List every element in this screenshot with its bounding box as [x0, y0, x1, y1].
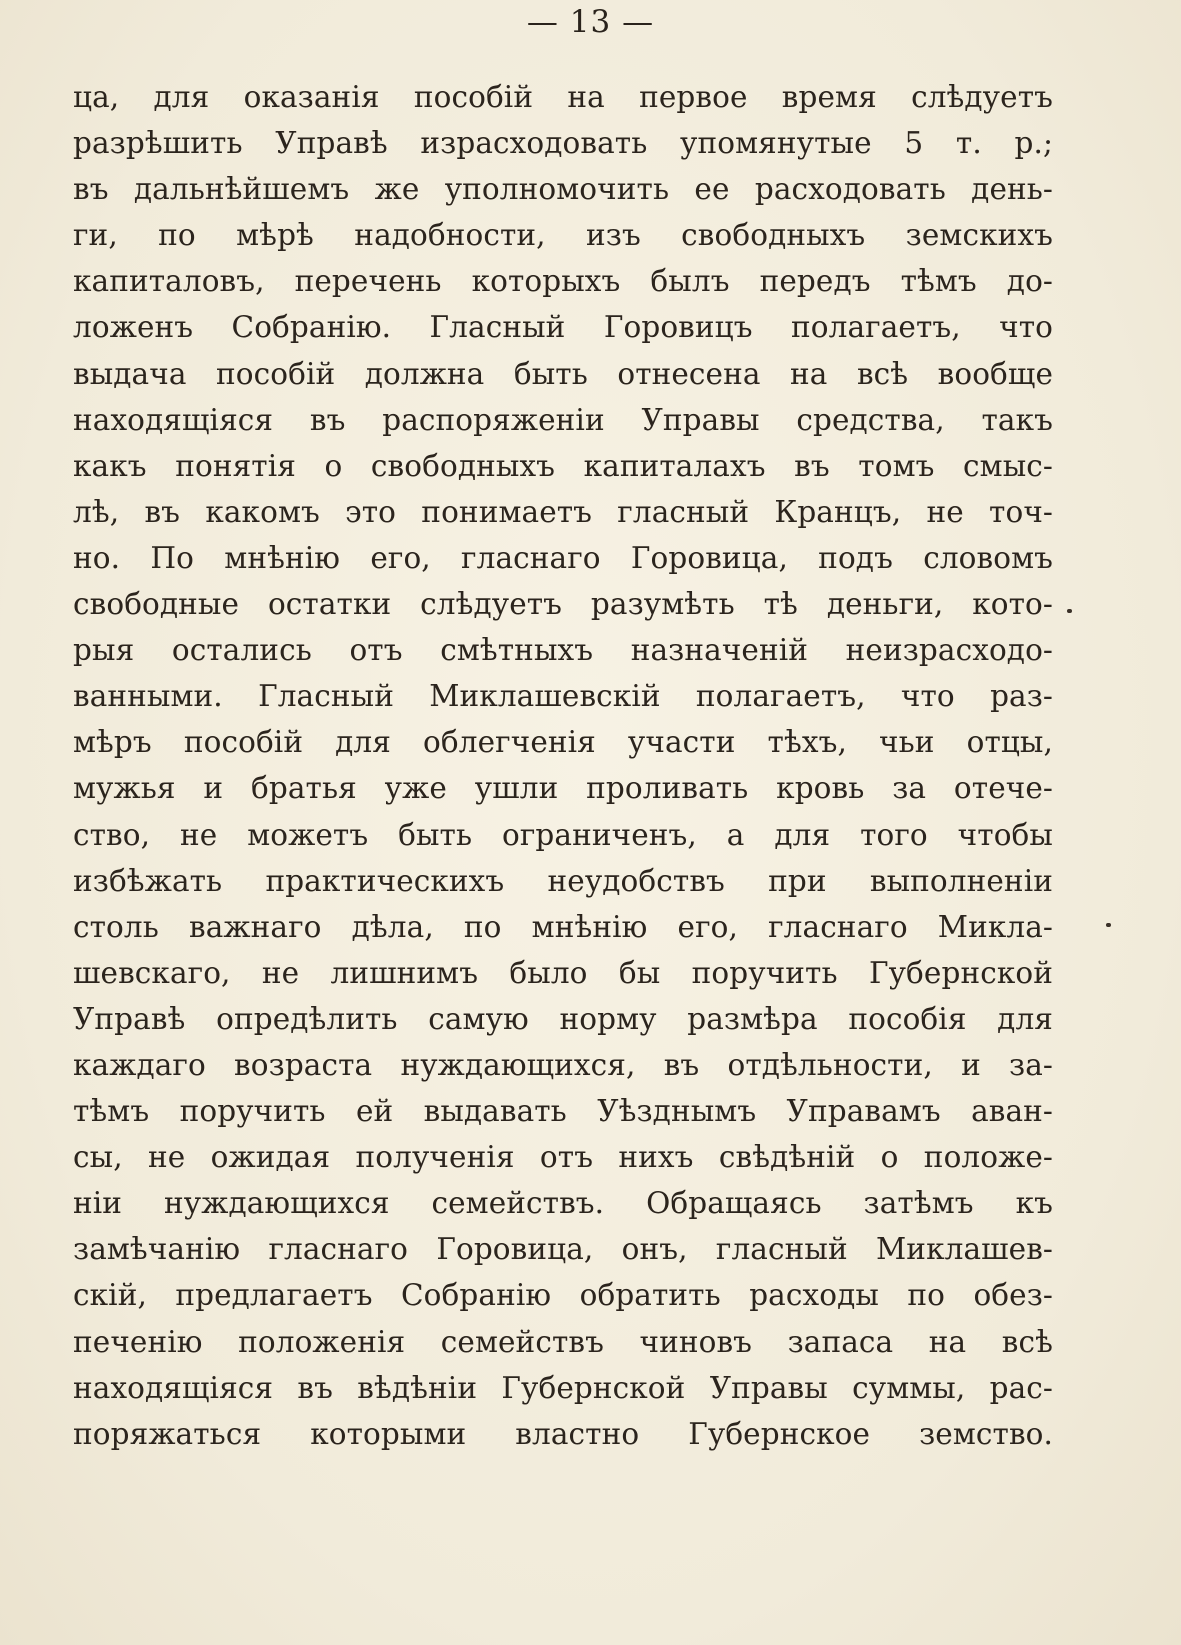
text-line: ство, не можетъ быть ограниченъ, а для того чтобы — [73, 817, 1053, 852]
text-line: поряжаться которыми властно Губернское земство. — [73, 1416, 1053, 1451]
text-line: печенію положенія семействъ чиновъ запаса на всѣ — [73, 1324, 1053, 1359]
ink-speck — [1106, 923, 1111, 927]
text-line: скій, предлагаетъ Собранію обратить расходы по обез- — [73, 1278, 1053, 1313]
text-line: рыя остались отъ смѣтныхъ назначеній неизрасходо- — [73, 633, 1053, 668]
text-line: въ дальнѣйшемъ же уполномочить ее расходовать день- — [73, 172, 1053, 207]
text-line: столь важнаго дѣла, по мнѣнію его, гласнаго Микла- — [73, 909, 1053, 944]
text-line: замѣчанію гласнаго Горовица, онъ, гласный Миклашев- — [73, 1232, 1053, 1267]
text-line: ніи нуждающихся семействъ. Обращаясь затѣмъ къ — [73, 1186, 1053, 1221]
text-line: Управѣ опредѣлить самую норму размѣра пособія для — [73, 1001, 1053, 1036]
text-line: ванными. Гласный Миклашевскій полагаетъ, что раз- — [73, 679, 1053, 714]
text-line: избѣжать практическихъ неудобствъ при выполненіи — [73, 863, 1053, 898]
text-line: тѣмъ поручить ей выдавать Уѣзднымъ Управамъ аван- — [73, 1094, 1053, 1129]
text-line: мужья и братья уже ушли проливать кровь за отече- — [73, 771, 1053, 806]
text-line: ги, по мѣрѣ надобности, изъ свободныхъ земскихъ — [73, 218, 1053, 253]
text-line: находящіяся въ вѣдѣніи Губернской Управы суммы, рас- — [73, 1370, 1053, 1405]
text-line: шевскаго, не лишнимъ было бы поручить Губернской — [73, 955, 1053, 990]
text-line: мѣръ пособій для облегченія участи тѣхъ, чьи отцы, — [73, 725, 1053, 760]
body-text — [73, 74, 1053, 1457]
text-line: сы, не ожидая полученія отъ нихъ свѣдѣній о положе- — [73, 1140, 1053, 1175]
text-line: ца, для оказанія пособій на первое время слѣдуетъ — [73, 80, 1053, 114]
ink-speck — [1067, 609, 1072, 613]
text-line: каждаго возраста нуждающихся, въ отдѣльности, и за- — [73, 1047, 1053, 1082]
text-line: но. По мнѣнію его, гласнаго Горовица, подъ словомъ — [73, 540, 1053, 575]
text-line: свободные остатки слѣдуетъ разумѣть тѣ деньги, кото- — [73, 587, 1053, 622]
text-line: выдача пособій должна быть отнесена на всѣ вообще — [73, 356, 1053, 391]
text-line: лѣ, въ какомъ это понимаетъ гласный Кранцъ, не точ- — [73, 494, 1053, 529]
text-line: разрѣшить Управѣ израсходовать упомянутые 5 т. р.; — [73, 126, 1053, 161]
text-line: ложенъ Собранію. Гласный Горовицъ полагаетъ, что — [73, 310, 1053, 345]
text-line: находящіяся въ распоряженіи Управы средства, такъ — [73, 402, 1053, 437]
text-line: капиталовъ, перечень которыхъ былъ передъ тѣмъ до- — [73, 264, 1053, 299]
page-number: — 13 — — [526, 4, 655, 40]
text-line: какъ понятія о свободныхъ капиталахъ въ томъ смыс- — [73, 448, 1053, 483]
